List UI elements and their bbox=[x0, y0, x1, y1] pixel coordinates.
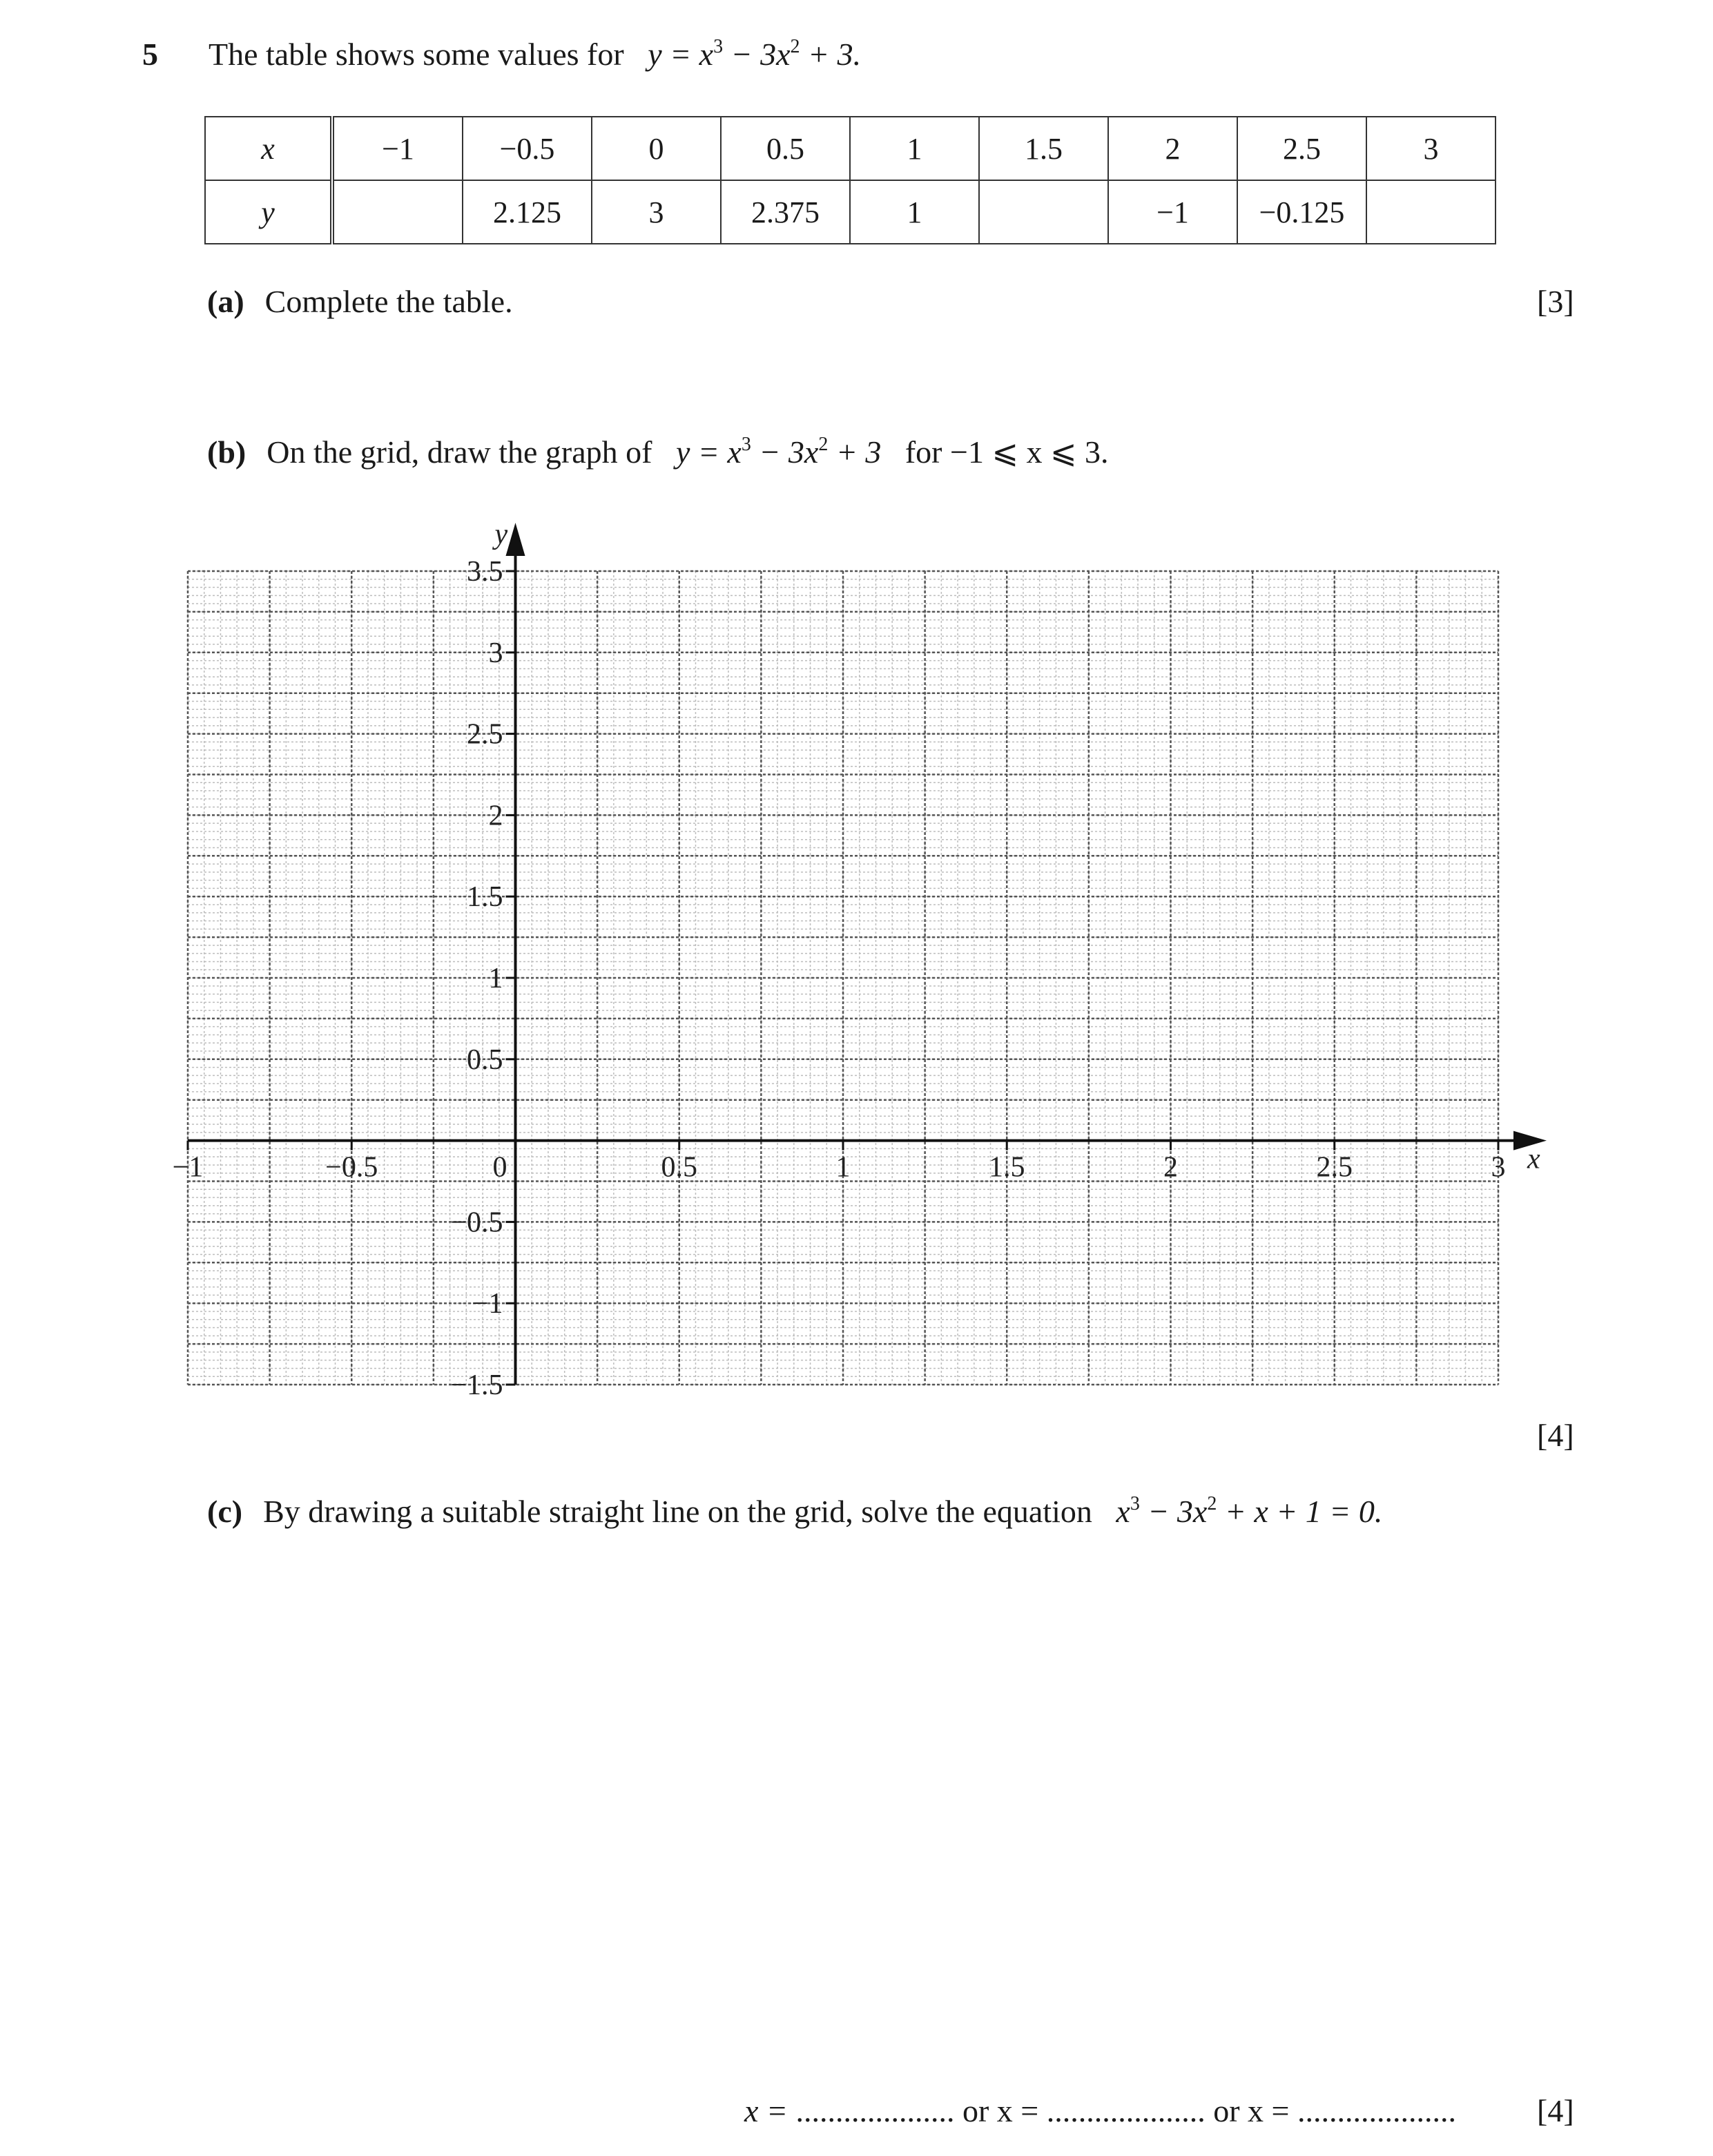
x-cell: 1.5 bbox=[979, 117, 1108, 180]
part-a-text: Complete the table. bbox=[264, 284, 513, 319]
y-tick-label: 3 bbox=[488, 637, 503, 669]
y-tick-label: 1.5 bbox=[467, 881, 503, 914]
y-cell: 2.125 bbox=[463, 180, 592, 244]
y-tick-label: −1 bbox=[472, 1288, 503, 1320]
part-b-equation: $y = x^3 - 3x^2 + 3$ bbox=[675, 434, 882, 470]
part-a-marks: [3] bbox=[1537, 284, 1574, 319]
question-number: 5 bbox=[142, 37, 158, 72]
y-cell: 1 bbox=[850, 180, 979, 244]
answer-x3-label: or x = bbox=[1205, 2093, 1297, 2128]
part-b-marks: [4] bbox=[1537, 1418, 1574, 1453]
y-cell: 2.375 bbox=[721, 180, 850, 244]
part-c-text: By drawing a suitable straight line on the grid, solve the equation bbox=[263, 1494, 1092, 1529]
y-tick-label: 0.5 bbox=[467, 1043, 503, 1076]
x-tick-label: 1.5 bbox=[989, 1151, 1025, 1184]
answer-x1-field[interactable]: .................... bbox=[795, 2093, 955, 2128]
part-c-label: (c) bbox=[207, 1494, 243, 1529]
x-axis-label: x bbox=[1527, 1143, 1540, 1175]
part-c-equation: $x^3 - 3x^2 + x + 1 = 0$. bbox=[1116, 1493, 1383, 1529]
y-header: y bbox=[205, 180, 332, 244]
y-tick-label: 1 bbox=[488, 963, 503, 994]
x-cell: 2 bbox=[1108, 117, 1237, 180]
x-tick-label: 1 bbox=[835, 1151, 851, 1184]
answer-x3-field[interactable]: .................... bbox=[1297, 2093, 1456, 2128]
stem-text: The table shows some values for bbox=[209, 37, 624, 72]
y-tick-label: 2 bbox=[488, 800, 503, 832]
x-cell: 0.5 bbox=[721, 117, 850, 180]
y-tick-label: −1.5 bbox=[450, 1369, 503, 1401]
answer-x2-field[interactable]: .................... bbox=[1046, 2093, 1206, 2128]
y-tick-label: 2.5 bbox=[467, 718, 503, 751]
y-axis-arrowhead bbox=[506, 523, 525, 556]
x-cell: 1 bbox=[850, 117, 979, 180]
y-tick-label: −0.5 bbox=[450, 1206, 503, 1239]
x-cell: 0 bbox=[592, 117, 721, 180]
x-tick-label: −1 bbox=[172, 1151, 204, 1184]
x-tick-label: 0.5 bbox=[661, 1151, 697, 1184]
y-cell: −1 bbox=[1108, 180, 1237, 244]
x-cell: −1 bbox=[332, 117, 463, 180]
x-cell: 2.5 bbox=[1237, 117, 1366, 180]
part-b-range: for −1 ⩽ x ⩽ 3. bbox=[904, 434, 1109, 470]
part-b-label: (b) bbox=[207, 434, 246, 470]
x-tick-label: 0 bbox=[492, 1151, 507, 1184]
answer-x2-label: or x = bbox=[954, 2093, 1047, 2128]
stem-equation: $y = x^3 - 3x^2 + 3$. bbox=[648, 36, 862, 72]
x-tick-label: 2 bbox=[1163, 1151, 1178, 1184]
y-tick-label: 3.5 bbox=[467, 556, 503, 588]
x-cell: 3 bbox=[1366, 117, 1496, 180]
part-a-label: (a) bbox=[207, 284, 244, 319]
answer-x1-label: x = bbox=[744, 2093, 796, 2128]
y-axis-label: y bbox=[494, 519, 508, 550]
answer-line[interactable] bbox=[744, 2092, 1456, 2129]
part-b-text: On the grid, draw the graph of bbox=[267, 434, 652, 470]
y-cell: −0.125 bbox=[1237, 180, 1366, 244]
part-c bbox=[207, 1493, 1382, 1530]
x-header: x bbox=[205, 117, 332, 180]
y-cell: 3 bbox=[592, 180, 721, 244]
part-c-marks: [4] bbox=[1537, 2093, 1574, 2128]
x-tick-label: 2.5 bbox=[1316, 1151, 1353, 1184]
x-tick-label: 3 bbox=[1491, 1151, 1506, 1184]
x-cell: −0.5 bbox=[463, 117, 592, 180]
x-tick-label: −0.5 bbox=[325, 1151, 378, 1184]
